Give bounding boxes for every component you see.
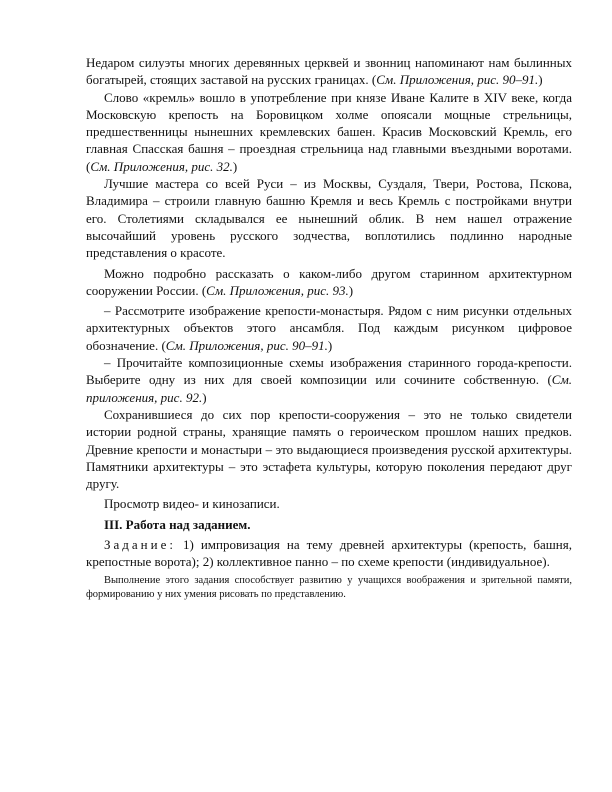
paragraph-2-text: Слово «кремль» вошло в употребление при князе Иване Калите в XIV веке, когда Московскую крепость на Боровицком холме опоясали мощные стрельницы, предшественницы нынешних кремлевских башен. Красив Московский Кремль, его главная Спасская башня – проездная стрельница над главными въездными воротами. ( <box>86 89 572 174</box>
paragraph-8: Просмотр видео- и кинозаписи. <box>104 496 280 512</box>
paren-close: ) <box>327 337 333 353</box>
paragraph-4 <box>86 265 572 300</box>
task-paragraph <box>86 536 572 571</box>
figure-reference: См. Приложения, рис. 90–91. <box>165 337 328 353</box>
paren-close: ) <box>348 282 354 298</box>
section-heading: III. Работа над заданием. <box>104 516 251 532</box>
paragraph-6 <box>86 354 572 406</box>
figure-reference: См. Приложения, рис. 93. <box>206 282 349 298</box>
task-label: Задание: <box>104 537 176 553</box>
paragraph-5-text: – Рассмотрите изображение крепости-монастыря. Рядом с ним рисунки отдельных архитектурных объектов этого ансамбля. Под каждым рисунком цифровое обозначение. ( <box>86 303 572 353</box>
paragraph-2 <box>86 89 572 175</box>
paren-close: ) <box>232 158 238 174</box>
figure-reference: См. приложения, рис. 92. <box>86 372 572 405</box>
figure-reference: См. Приложения, рис. 32. <box>90 158 233 174</box>
paragraph-5 <box>86 302 572 354</box>
task-text: 1) импровизация на тему древней архитектуры (крепость, башня, крепостные ворота); 2) коллективное панно – по схеме крепости (индивидуальное). <box>86 537 572 570</box>
paragraph-1 <box>86 54 572 89</box>
paragraph-3: Лучшие мастера со всей Руси – из Москвы, Суздаля, Твери, Ростова, Пскова, Владимира – строили главную башню Кремля и весь Кремль с постройками внутри его. Столетиями складывался ее нынешний облик. В нем нашел отражение высочайший уровень русского зодчества, воплотились подлинно народные представления о красоте. <box>86 176 572 261</box>
footnote: Выполнение этого задания способствует развитию у учащихся воображения и зрительной памяти, формированию у них умения рисовать по представлению. <box>86 574 572 601</box>
paragraph-1-text: Недаром силуэты многих деревянных церквей и звонниц напоминают нам былинных богатырей, стоящих заставой на русских границах. ( <box>86 55 572 88</box>
paren-close: ) <box>202 389 207 405</box>
paren-close: ) <box>538 72 543 88</box>
paragraph-6-text: – Прочитайте композиционные схемы изображения старинного города-крепости. Выберите одну из них для своей композиции или сочините собственную. ( <box>86 355 572 388</box>
paragraph-7: Сохранившиеся до сих пор крепости-сооружения – это не только свидетели истории родной страны, хранящие память о героическом прошлом наших предков. Древние крепости и монастыри – это выдающиеся произведения русской архитектуры. Памятники архитектуры – это эстафета культуры, которую поколения передают друг другу. <box>86 406 572 492</box>
figure-reference: См. Приложения, рис. 90–91. <box>376 72 539 88</box>
document-body <box>86 54 572 603</box>
paragraph-4-text: Можно подробно рассказать о каком-либо другом старинном архитектурном сооружении России. ( <box>86 265 572 298</box>
